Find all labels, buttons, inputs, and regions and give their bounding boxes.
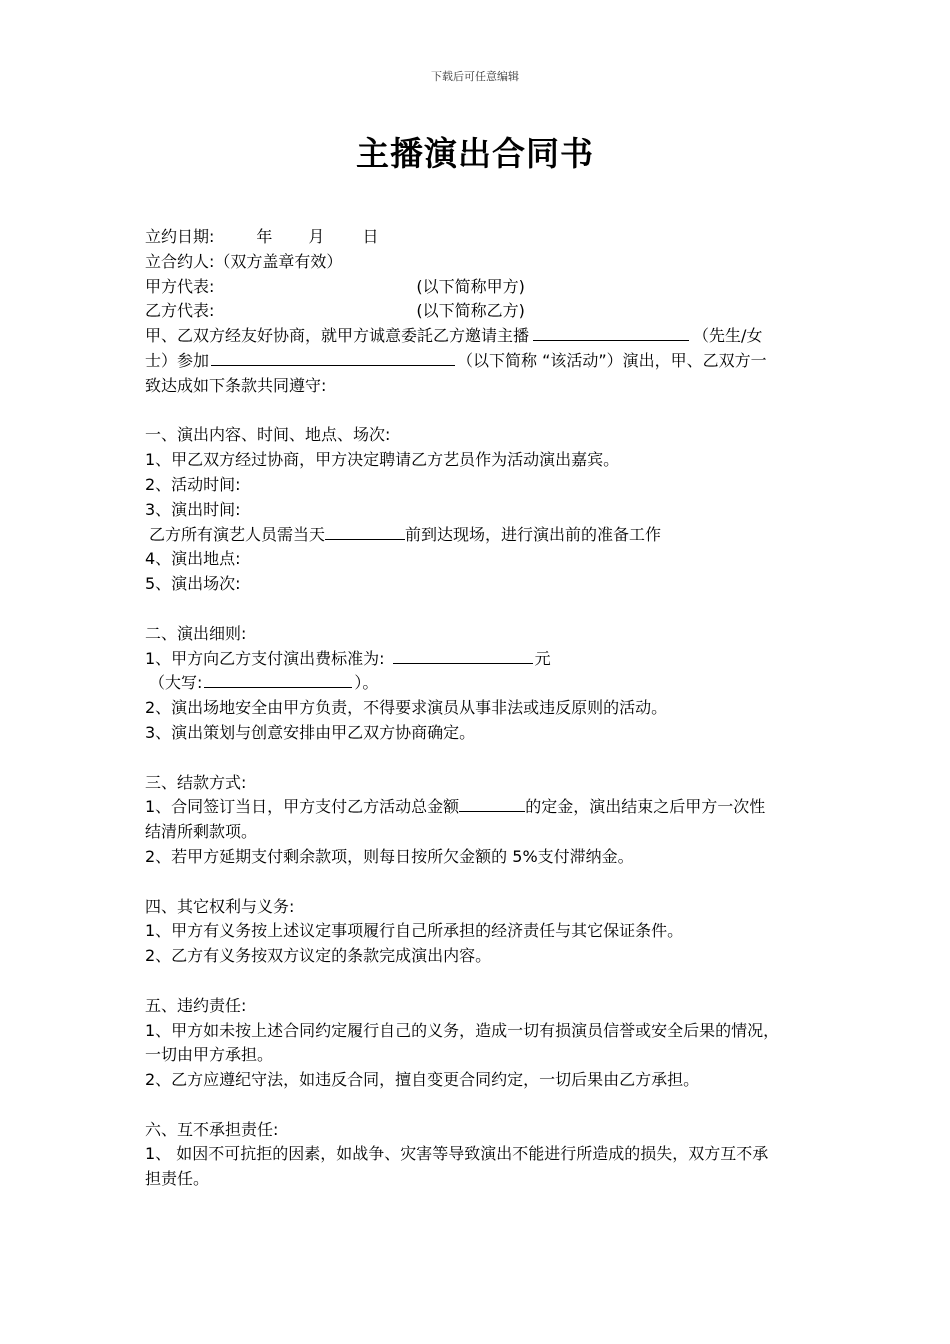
party-a-suffix: (以下简称甲方) — [416, 276, 525, 296]
contract-body — [145, 225, 815, 1192]
intro-text: 士）参加 — [145, 350, 210, 370]
item-text: ）。 — [354, 673, 379, 693]
fee-amount-blank — [393, 647, 533, 664]
party-a-line — [145, 275, 815, 300]
section-1-heading: 一、演出内容、时间、地点、场次: — [145, 425, 391, 445]
section-2-heading: 二、演出细则: — [145, 623, 247, 643]
section-3-item-1-cont: 结清所剩款项。 — [145, 822, 258, 842]
section-2-item-1-caps — [145, 671, 815, 696]
section-5-heading: 五、违约责任: — [145, 995, 247, 1015]
intro-line-2 — [145, 349, 815, 374]
section-4-item-1: 1、甲方有义务按上述议定事项履行自己所承担的经济责任与其它保证条件。 — [145, 921, 684, 941]
section-6-item-1: 1、 如因不可抗拒的因素，如战争、灾害等导致演出不能进行所造成的损失，双方互不承 — [145, 1144, 769, 1164]
deposit-blank — [459, 795, 525, 812]
signer-line: 立合约人:（双方盖章有效） — [145, 251, 343, 271]
section-4-item-2: 2、乙方有义务按双方议定的条款完成演出内容。 — [145, 946, 492, 966]
party-b-line — [145, 299, 815, 324]
document-title: 主播演出合同书 — [356, 134, 594, 173]
header-note: 下载后可任意编辑 — [431, 70, 519, 83]
intro-text: 甲、乙双方经友好协商，就甲方诚意委託乙方邀请主播 — [145, 326, 530, 346]
date-month: 月 — [308, 227, 325, 246]
section-6-item-1-cont: 担责任。 — [145, 1169, 210, 1189]
section-3-item-2: 2、若甲方延期支付剩余款项，则每日按所欠金额的 5%支付滞纳金。 — [145, 846, 634, 866]
item-text: 元 — [534, 648, 551, 668]
item-text: （大写: — [149, 673, 203, 693]
intro-line-3: 致达成如下条款共同遵守: — [145, 375, 327, 395]
party-b-label: 乙方代表: — [145, 301, 215, 321]
section-2-item-3: 3、演出策划与创意安排由甲乙双方协商确定。 — [145, 722, 476, 742]
section-5-item-2: 2、乙方应遵纪守法，如违反合同，擅自变更合同约定，一切后果由乙方承担。 — [145, 1070, 700, 1090]
fee-capital-blank — [204, 671, 352, 688]
section-1-item-3: 3、演出时间: — [145, 499, 241, 519]
host-name-blank — [533, 324, 689, 341]
section-5-item-1-cont: 一切由甲方承担。 — [145, 1045, 274, 1065]
section-3-heading: 三、结款方式: — [145, 772, 247, 792]
section-1-item-3-note — [145, 523, 815, 548]
party-b-suffix: (以下简称乙方) — [416, 301, 525, 321]
note-text: 前到达现场，进行演出前的准备工作 — [405, 524, 662, 544]
section-1-item-2: 2、活动时间: — [145, 474, 241, 494]
item-text: 1、甲方向乙方支付演出费标准为: — [145, 648, 385, 668]
item-text: 1、合同签订当日，甲方支付乙方活动总金额 — [145, 797, 460, 817]
note-text: 乙方所有演艺人员需当天 — [149, 524, 326, 544]
date-year: 年 — [256, 227, 273, 246]
section-2-item-2: 2、演出场地安全由甲方负责，不得要求演员从事非法或违反原则的活动。 — [145, 698, 668, 718]
section-4-heading: 四、其它权利与义务: — [145, 896, 295, 916]
section-5-item-1: 1、甲方如未按上述合同约定履行自己的义务，造成一切有损演员信誉或安全后果的情况， — [145, 1020, 780, 1040]
event-name-blank — [211, 349, 455, 366]
section-1-item-4: 4、演出地点: — [145, 549, 241, 569]
arrival-time-blank — [325, 523, 405, 540]
section-2-item-1 — [145, 647, 815, 672]
section-3-item-1 — [145, 795, 815, 820]
section-1-item-5: 5、演出场次: — [145, 574, 241, 594]
item-text: 的定金，演出结束之后甲方一次性 — [525, 797, 766, 817]
date-line — [145, 225, 815, 250]
section-6-heading: 六、互不承担责任: — [145, 1119, 279, 1139]
intro-text: （以下简称 “该活动”）演出，甲、乙双方一 — [457, 350, 767, 370]
party-a-label: 甲方代表: — [145, 276, 215, 296]
date-label: 立约日期: — [145, 227, 215, 246]
intro-text: （先生/女 — [693, 326, 763, 346]
date-day: 日 — [362, 227, 379, 246]
section-1-item-1: 1、甲乙双方经过协商，甲方决定聘请乙方艺员作为活动演出嘉宾。 — [145, 450, 620, 470]
intro-line-1 — [145, 324, 815, 349]
